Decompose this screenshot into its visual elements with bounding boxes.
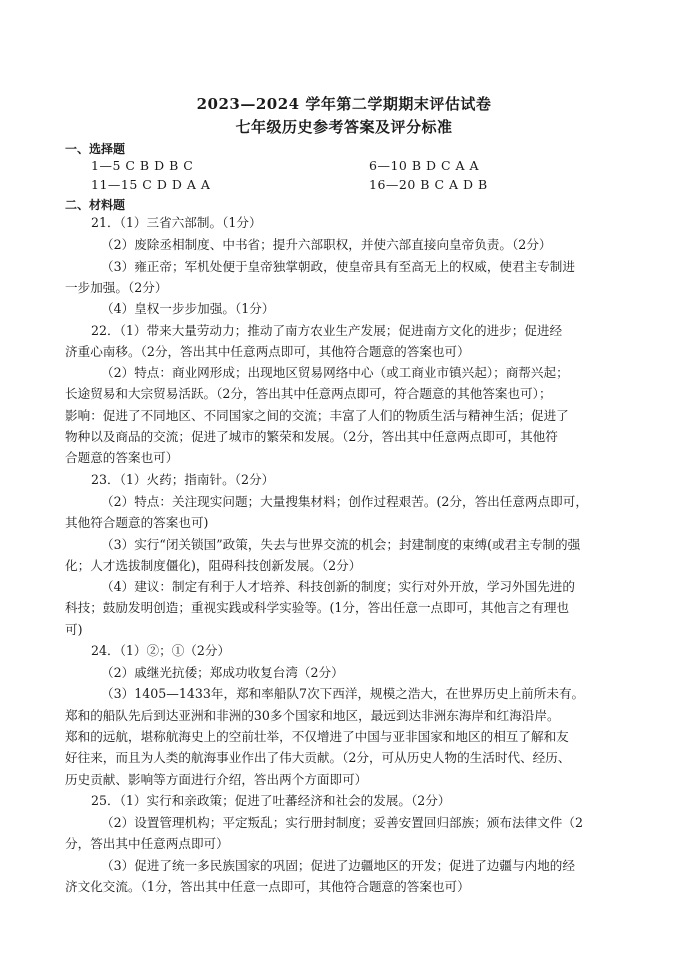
answer-line: 物种以及商品的交流；促进了城市的繁荣和发展。（2分，答出其中任意两点即可，其他符	[65, 429, 558, 444]
document-subtitle: 七年级历史参考答案及评分标准	[235, 118, 453, 136]
answer-line: 一步加强。（2分）	[65, 280, 168, 295]
section-heading-material: 二、材料题	[65, 198, 126, 212]
answer-line: 济重心南移。（2分，答出其中任意两点即可，其他符合题意的答案也可）	[65, 344, 470, 359]
answer-line: （2）设置管理机构；平定叛乱；实行册封制度；妥善安置回归部族；颁布法律文件（2	[101, 815, 583, 830]
answer-line: 合题意的答案也可）	[65, 450, 179, 465]
choice-answers-16-20: 16—20 B C A D B	[369, 177, 488, 192]
answer-line: （2）戚继光抗倭；郑成功收复台湾（2分）	[101, 665, 344, 680]
answer-line: （4）建议：制定有利于人才培养、科技创新的制度；实行对外开放，学习外国先进的	[101, 579, 575, 594]
answer-line: 济文化交流。（1分，答出其中任意一点即可，其他符合题意的答案也可）	[65, 879, 470, 894]
answer-line: 化；人才选拔制度僵化)，阻碍科技创新发展。（2分）	[65, 558, 362, 573]
answer-line: （3）1405—1433年，郑和率船队7次下西洋，规模之浩大，在世界历史上前所未有。	[101, 686, 585, 701]
answer-line: 22．（1）带来大量劳动力；推动了南方农业生产发展；促进南方文化的进步；促进经	[91, 323, 563, 338]
answer-line: 可)	[65, 622, 83, 637]
answer-line: 郑和的船队先后到达亚洲和非洲的30多个国家和地区，最远到达非洲东海岸和红海沿岸。	[65, 708, 560, 723]
answer-line: （2）特点：关注现实问题；大量搜集材料；创作过程艰苦。(2分，答出任意两点即可，	[101, 494, 588, 509]
answer-line: 25．（1）实行和亲政策；促进了吐蕃经济和社会的发展。（2分）	[91, 793, 451, 808]
document-title: 2023—2024 学年第二学期期末评估试卷	[196, 95, 492, 113]
answer-line: 分，答出其中任意两点即可）	[65, 836, 229, 851]
answer-line: 科技；鼓励发明创造；重视实践或科学实验等。(1分，答出任意一点即可，其他言之有理也	[65, 600, 570, 615]
answer-line: 历史贡献、影响等方面进行介绍，答出两个方面即可）	[65, 772, 368, 787]
answer-line: （2）废除丞相制度、中书省；提升六部职权，并使六部直接向皇帝负责。（2分）	[101, 237, 552, 252]
choice-answers-11-15: 11—15 C D D A A	[91, 177, 211, 192]
answer-line: （3）促进了统一多民族国家的巩固；促进了边疆地区的开发；促进了边疆与内地的经	[101, 858, 575, 873]
answer-line: 其他符合题意的答案也可)	[65, 515, 209, 530]
answer-line: （2）特点：商业网形成；出现地区贸易网络中心（或工商业市镇兴起）；商帮兴起；	[101, 365, 569, 380]
answer-line: 23．（1）火药；指南针。（2分）	[91, 472, 275, 487]
answer-line: 好往来，而且为人类的航海事业作出了伟大贡献。（2分，可从历史人物的生活时代、经历、	[65, 750, 571, 765]
choice-answers-1-5: 1—5 C B D B C	[91, 158, 194, 173]
answer-line: （3）雍正帝；军机处便于皇帝独掌朝政，使皇帝具有至高无上的权威，使君主专制进	[101, 259, 575, 274]
answer-line: 24．（1）②；①（2分）	[91, 643, 231, 658]
answer-line: （3）实行“闭关锁国”政策，失去与世界交流的机会；封建制度的束缚(或君主专制的强	[101, 537, 581, 552]
answer-line: （4）皇权一步步加强。（1分）	[101, 301, 275, 316]
answer-line: 长途贸易和大宗贸易活跃。（2分，答出其中任意两点即可，符合题意的其他答案也可）；	[65, 386, 552, 401]
answer-line: 影响：促进了不同地区、不同国家之间的交流；丰富了人们的物质生活与精神生活；促进了	[65, 408, 569, 423]
section-heading-choice: 一、选择题	[65, 142, 126, 156]
answer-line: 21．（1）三省六部制。（1分）	[91, 215, 262, 230]
choice-answers-6-10: 6—10 B D C A A	[369, 158, 480, 173]
answer-line: 郑和的远航，堪称航海史上的空前壮举，不仅增进了中国与亚非国家和地区的相互了解和友	[65, 729, 569, 744]
